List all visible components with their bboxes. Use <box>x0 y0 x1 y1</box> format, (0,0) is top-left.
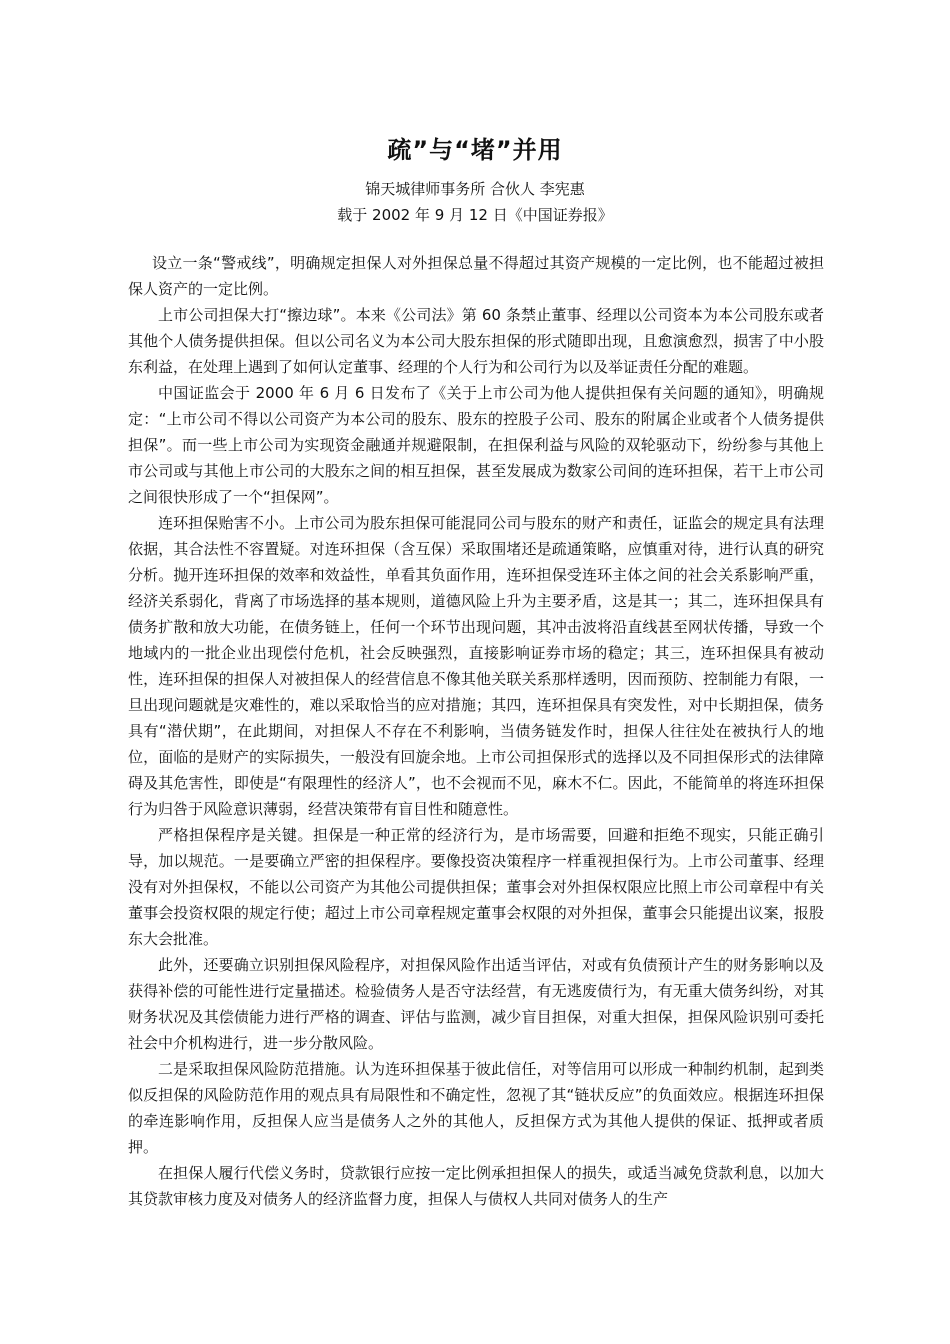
paragraph-5: 严格担保程序是关键。担保是一种正常的经济行为，是市场需要，回避和拒绝不现实，只能正确引导，加以规范。一是要确立严密的担保程序。要像投资决策程序一样重视担保行为。上市公司董事、经理没有对外担保权，不能以公司资产为其他公司提供担保；董事会对外担保权限应比照上市公司章程中有关董事会投资权限的规定行使；超过上市公司章程规定董事会权限的对外担保，董事会只能提出议案，报股东大会批准。 <box>128 826 824 948</box>
paragraph-8: 在担保人履行代偿义务时，贷款银行应按一定比例承担担保人的损失，或适当减免贷款利息，以加大其贷款审核力度及对债务人的经济监督力度，担保人与债权人共同对债务人的生产 <box>128 1164 824 1208</box>
article-title: 疏”与“堵”并用 <box>387 136 563 164</box>
article-body <box>128 250 824 1212</box>
paragraph-1: 设立一条“警戒线”，明确规定担保人对外担保总量不得超过其资产规模的一定比例，也不能超过被担保人资产的一定比例。 <box>128 254 824 298</box>
paragraph-4: 连环担保贻害不小。上市公司为股东担保可能混同公司与股东的财产和责任，证监会的规定具有法理依据，其合法性不容置疑。对连环担保（含互保）采取围堵还是疏通策略，应慎重对待，进行认真的研究分析。抛开连环担保的效率和效益性，单看其负面作用，连环担保受连环主体之间的社会关系影响严重，经济关系弱化，背离了市场选择的基本规则，道德风险上升为主要矛盾，这是其一；其二，连环担保具有债务扩散和放大功能，在债务链上，任何一个环节出现问题，其冲击波将沿直线甚至网状传播，导致一个地域内的一批企业出现偿付危机，社会反映强烈，直接影响证券市场的稳定；其三，连环担保具有被动性，连环担保的担保人对被担保人的经营信息不像其他关联关系那样透明，因而预防、控制能力有限，一旦出现问题就是灾难性的，难以采取恰当的应对措施；其四，连环担保具有突发性，对中长期担保，债务具有“潜伏期”，在此期间，对担保人不存在不利影响，当债务链发作时，担保人往往处在被执行人的地位，面临的是财产的实际损失，一般没有回旋余地。上市公司担保形式的选择以及不同担保形式的法律障碍及其危害性，即使是“有限理性的经济人”，也不会视而不见，麻木不仁。因此，不能简单的将连环担保行为归咎于风险意识薄弱，经营决策带有盲目性和随意性。 <box>128 514 824 818</box>
author-line: 锦天城律师事务所 合伙人 李宪惠 <box>365 180 585 198</box>
paragraph-7: 二是采取担保风险防范措施。认为连环担保基于彼此信任，对等信用可以形成一种制约机制，起到类似反担保的风险防范作用的观点具有局限性和不确定性，忽视了其“链状反应”的负面效应。根据连环担保的牵连影响作用，反担保人应当是债务人之外的其他人，反担保方式为其他人提供的保证、抵押或者质押。 <box>128 1060 824 1156</box>
paragraph-3: 中国证监会于 2000 年 6 月 6 日发布了《关于上市公司为他人提供担保有关问题的通知》，明确规定：“上市公司不得以公司资产为本公司的股东、股东的控股子公司、股东的附属企业或者个人债务提供担保”。而一些上市公司为实现资金融通并规避限制，在担保利益与风险的双轮驱动下，纷纷参与其他上市公司或与其他上市公司的大股东之间的相互担保，甚至发展成为数家公司间的连环担保，若干上市公司之间很快形成了一个“担保网”。 <box>128 384 824 506</box>
paragraph-6: 此外，还要确立识别担保风险程序，对担保风险作出适当评估，对或有负债预计产生的财务影响以及获得补偿的可能性进行定量描述。检验债务人是否守法经营，有无逃废债行为，有无重大债务纠纷，对其财务状况及其偿债能力进行严格的调查、评估与监测，减少盲目担保，对重大担保，担保风险识别可委托社会中介机构进行，进一步分散风险。 <box>128 956 824 1052</box>
paragraph-2: 上市公司担保大打“擦边球”。本来《公司法》第 60 条禁止董事、经理以公司资本为本公司股东或者其他个人债务提供担保。但以公司名义为本公司大股东担保的形式随即出现，且愈演愈烈，损害了中小股东利益，在处理上遇到了如何认定董事、经理的个人行为和公司行为以及举证责任分配的难题。 <box>128 306 824 376</box>
source-line: 载于 2002 年 9 月 12 日《中国证券报》 <box>337 206 613 224</box>
